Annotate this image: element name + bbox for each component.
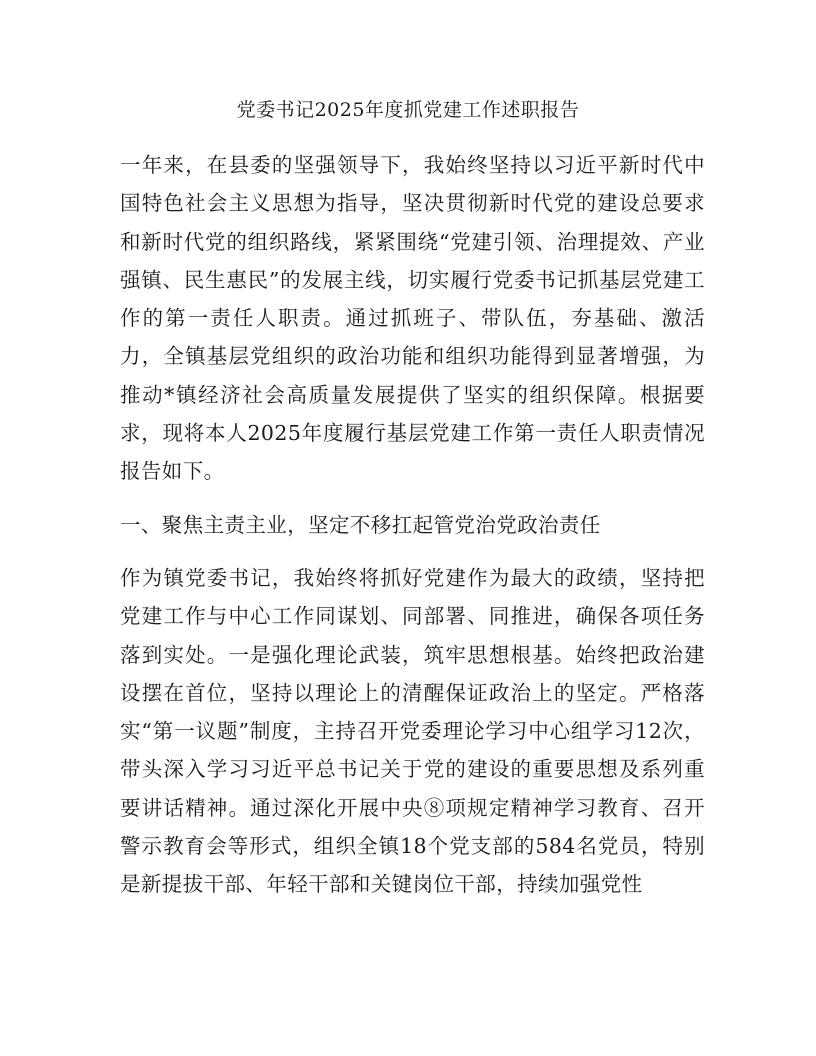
section-1-paragraph: 作为镇党委书记，我始终将抓好党建作为最大的政绩，坚持把党建工作与中心工作同谋划、同部署、同推进，确保各项任务落到实处。一是强化理论武装，筑牢思想根基。始终把政治建设摆在首位，坚持以理论上的清醒保证政治上的坚定。严格落实“第一议题”制度，主持召开党委理论学习中心组学习12次，带头深入学习习近平总书记关于党的建设的重要思想及系列重要讲话精神。通过深化开展中央⑧项规定精神学习教育、召开警示教育会等形式，组织全镇18个党支部的584名党员，特别是新提拔干部、年轻干部和关键岗位干部，持续加强党性 — [120, 565, 705, 897]
intro-paragraph: 一年来，在县委的坚强领导下，我始终坚持以习近平新时代中国特色社会主义思想为指导，坚决贯彻新时代党的建设总要求和新时代党的组织路线，紧紧围绕“党建引领、治理提效、产业强镇、民生惠民”的发展主线，切实履行党委书记抓基层党建工作的第一责任人职责。通过抓班子、带队伍，夯基础、激活力，全镇基层党组织的政治功能和组织功能得到显著增强，为推动*镇经济社会高质量发展提供了坚实的组织保障。根据要求，现将本人2025年度履行基层党建工作第一责任人职责情况报告如下。 — [120, 153, 705, 484]
section-1-heading: 一、聚焦主责主业，坚定不移扛起管党治党政治责任 — [120, 512, 601, 537]
document-title: 党委书记2025年度抓党建工作述职报告 — [236, 99, 580, 121]
document-body — [120, 146, 705, 904]
